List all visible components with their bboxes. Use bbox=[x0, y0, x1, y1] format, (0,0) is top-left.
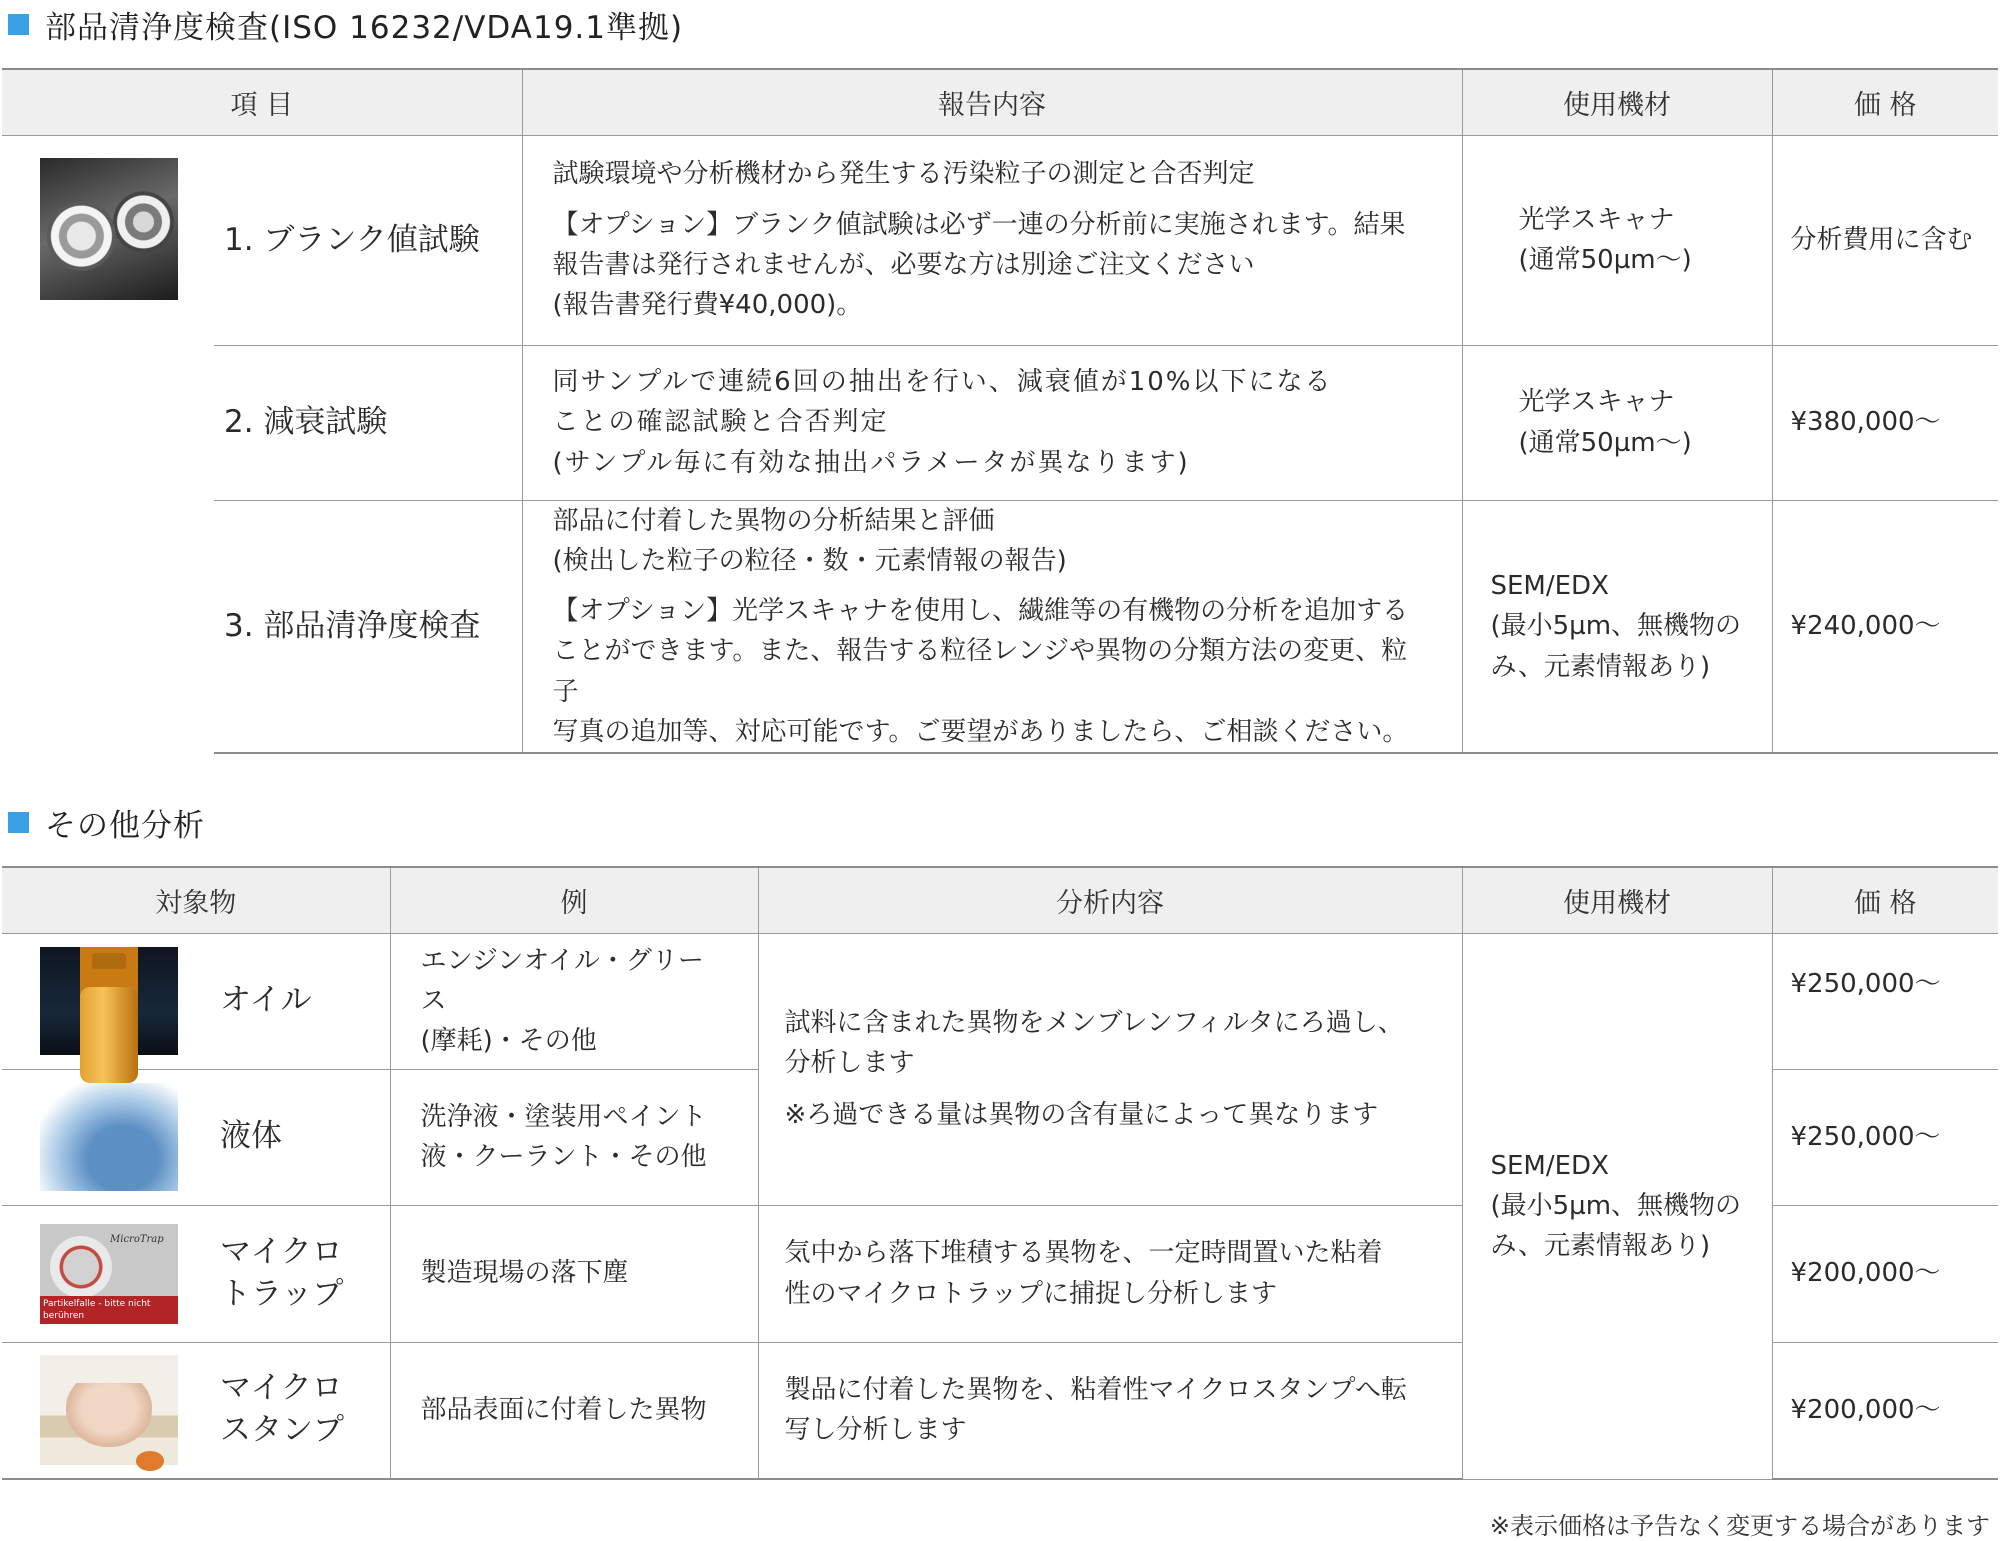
example-cell: 部品表面に付着した異物 bbox=[390, 1342, 758, 1479]
header-equipment: 使用機材 bbox=[1462, 69, 1772, 135]
analysis-cell: 気中から落下堆積する異物を、一定時間置いた粘着 性のマイクロトラップに捕捉し分析します bbox=[758, 1205, 1462, 1342]
item-name: 1. ブランク値試験 bbox=[214, 135, 522, 345]
object-cell: MicroTrap Partikelfalle - bitte nicht berühren Particle monitor - please do not touch マイクロ トラップ bbox=[2, 1205, 390, 1342]
header-analysis: 分析内容 bbox=[758, 867, 1462, 933]
header-item: 項 目 bbox=[2, 69, 522, 135]
analysis-cell: 試料に含まれた異物をメンブレンフィルタにろ過し、 分析します ※ろ過できる量は異物の含有量によって異なります bbox=[758, 933, 1462, 1205]
section2-title: その他分析 bbox=[8, 800, 205, 845]
table-header-row bbox=[2, 69, 1998, 135]
bearing-photo-icon bbox=[40, 158, 178, 300]
header-price: 価 格 bbox=[1772, 69, 1998, 135]
price-cell: ¥200,000〜 bbox=[1772, 1205, 1998, 1342]
item-name: 3. 部品清浄度検査 bbox=[214, 500, 522, 753]
report-cell: 試験環境や分析機材から発生する汚染粒子の測定と合否判定 【オプション】ブランク値試験は必ず一連の分析前に実施されます。結果 報告書は発行されませんが、必要な方は別途ご注文ください (報告書発行費¥40,000)。 bbox=[522, 135, 1462, 345]
micro-stamp-photo-icon bbox=[40, 1355, 178, 1465]
table-row bbox=[2, 500, 1998, 753]
cleanliness-table bbox=[2, 68, 1998, 754]
table-row bbox=[2, 345, 1998, 500]
price-cell: ¥240,000〜 bbox=[1772, 500, 1998, 753]
object-cell: 液体 bbox=[2, 1069, 390, 1205]
section-marker-icon bbox=[8, 812, 29, 833]
equipment-cell: SEM/EDX (最小5µm、無機物の み、元素情報あり) bbox=[1462, 500, 1772, 753]
price-footnote: ※表示価格は予告なく変更する場合があります bbox=[1489, 1512, 1990, 1540]
equipment-cell: 光学スキャナ (通常50µm〜) bbox=[1462, 135, 1772, 345]
header-object: 対象物 bbox=[2, 867, 390, 933]
header-price: 価 格 bbox=[1772, 867, 1998, 933]
oil-bottle-photo-icon bbox=[40, 947, 178, 1055]
example-cell: エンジンオイル・グリース (摩耗)・その他 bbox=[390, 933, 758, 1069]
price-cell: ¥250,000〜 bbox=[1772, 933, 1998, 1069]
report-cell: 部品に付着した異物の分析結果と評価 (検出した粒子の粒径・数・元素情報の報告) 【オプション】光学スキャナを使用し、繊維等の有機物の分析を追加する ことができます。また、報告する粒径レンジや異物の分類方法の変更、粒子 写真の追加等、対応可能です。ご要望がありましたら、ご相談ください。 bbox=[522, 500, 1462, 753]
header-example: 例 bbox=[390, 867, 758, 933]
section-marker-icon bbox=[8, 14, 29, 35]
price-cell: 分析費用に含む bbox=[1772, 135, 1998, 345]
micro-trap-photo-icon: MicroTrap Partikelfalle - bitte nicht berühren Particle monitor - please do not touch bbox=[40, 1224, 178, 1324]
report-cell: 同サンプルで連続6回の抽出を行い、減衰値が10%以下になる ことの確認試験と合否判定 (サンプル毎に有効な抽出パラメータが異なります) bbox=[522, 345, 1462, 500]
other-analysis-table bbox=[2, 866, 1998, 1480]
header-report: 報告内容 bbox=[522, 69, 1462, 135]
analysis-cell: 製品に付着した異物を、粘着性マイクロスタンプへ転 写し分析します bbox=[758, 1342, 1462, 1479]
section1-title: 部品清浄度検査(ISO 16232/VDA19.1準拠) bbox=[8, 2, 683, 47]
equipment-cell: 光学スキャナ (通常50µm〜) bbox=[1462, 345, 1772, 500]
object-cell: マイクロ スタンプ bbox=[2, 1342, 390, 1479]
price-cell: ¥380,000〜 bbox=[1772, 345, 1998, 500]
equipment-cell: SEM/EDX (最小5µm、無機物の み、元素情報あり) bbox=[1462, 933, 1772, 1479]
example-cell: 洗浄液・塗装用ペイント 液・クーラント・その他 bbox=[390, 1069, 758, 1205]
water-splash-photo-icon bbox=[40, 1083, 178, 1191]
item-image-cell bbox=[2, 135, 214, 753]
header-equipment: 使用機材 bbox=[1462, 867, 1772, 933]
item-name: 2. 減衰試験 bbox=[214, 345, 522, 500]
object-cell: オイル bbox=[2, 933, 390, 1069]
example-cell: 製造現場の落下塵 bbox=[390, 1205, 758, 1342]
price-cell: ¥200,000〜 bbox=[1772, 1342, 1998, 1479]
price-cell: ¥250,000〜 bbox=[1772, 1069, 1998, 1205]
table-row bbox=[2, 135, 1998, 345]
table-row bbox=[2, 933, 1998, 1069]
table-header-row bbox=[2, 867, 1998, 933]
